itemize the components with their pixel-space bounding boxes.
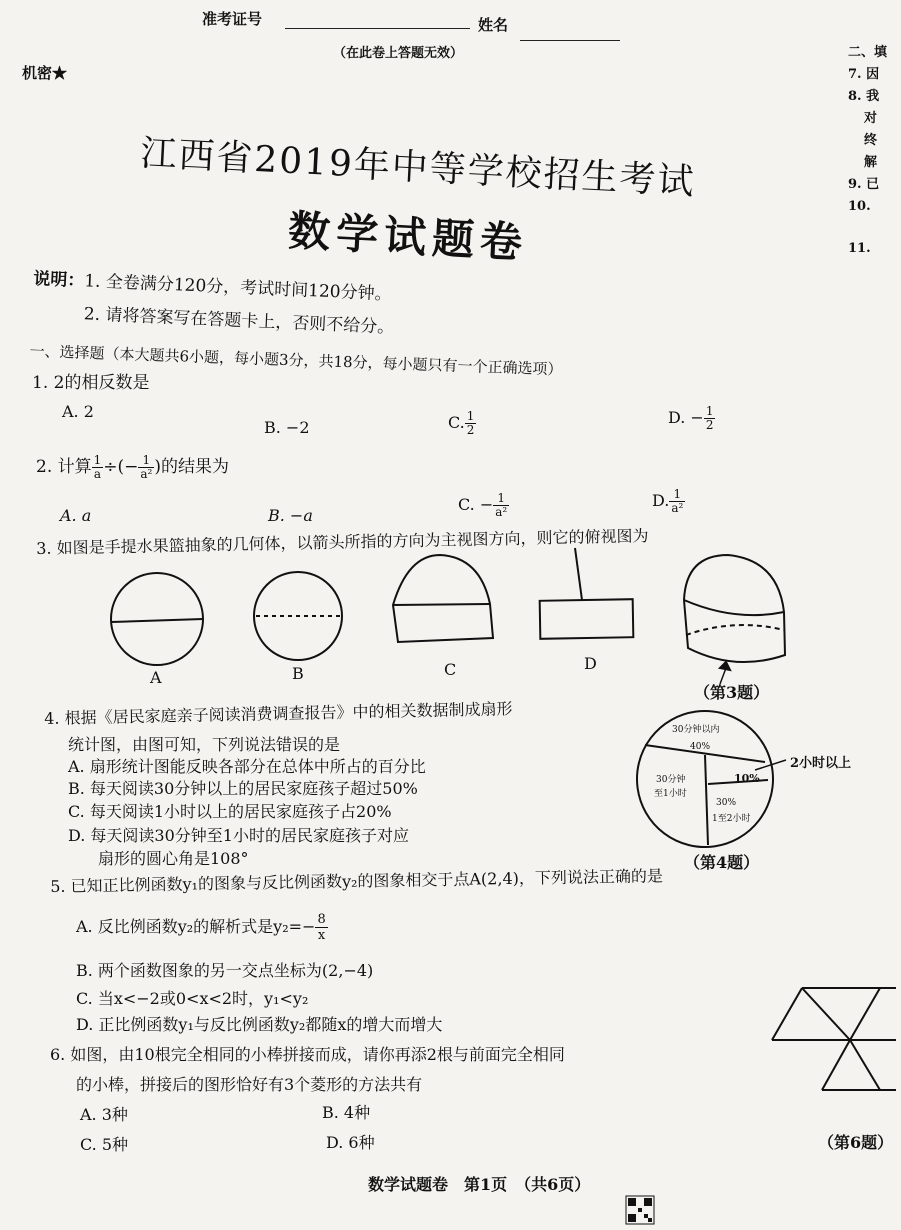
q2-option-c: C. − $\frac{1}{\text{a²}}$	[458, 491, 508, 519]
pie-label-c2: 1至2小时	[712, 814, 751, 824]
q3-label-a: A	[150, 668, 162, 687]
pie-label-a2: 40%	[690, 742, 711, 752]
q4-option-b: B. 每天阅读30分钟以上的居民家庭孩子超过50%	[68, 779, 418, 798]
name-label: 姓名	[478, 16, 509, 34]
q1-option-b: B. −2	[264, 418, 310, 437]
q3-label-c: C	[444, 660, 457, 679]
paper-subtitle: 数学试题卷	[287, 205, 530, 268]
q4-caption: （第4题）	[684, 853, 760, 872]
q3-label-d: D	[584, 654, 597, 673]
pie-label-c1: 30%	[716, 798, 737, 808]
q2-stem: 2. 计算 $\frac{1}{a}$ ÷(− $\frac{1}{\text{a²}}$ )的结果为	[36, 453, 229, 481]
q6-caption: （第6题）	[818, 1133, 894, 1152]
qr-code-icon	[626, 1196, 654, 1224]
section-heading: 一、选择题（本大题共6小题，每小题3分，共18分，每小题只有一个正确选项）	[29, 341, 563, 379]
q4-stem-line1: 4. 根据《居民家庭亲子阅读消费调查报告》中的相关数据制成扇形	[44, 699, 513, 728]
secret-mark: 机密★	[22, 64, 68, 82]
q5-option-b: B. 两个函数图象的另一交点坐标为(2,−4)	[76, 961, 374, 980]
q3-caption: （第3题）	[694, 683, 770, 702]
pie-label-d2: 至1小时	[654, 789, 687, 799]
q2-option-b: B. −a	[268, 506, 313, 525]
q1-option-a: A. 2	[62, 402, 94, 421]
q3-stem: 3. 如图是手提水果篮抽象的几何体，以箭头所指的方向为主视图方向，则它的俯视图为	[36, 526, 649, 558]
q1-stem: 1. 2的相反数是	[32, 373, 150, 393]
q6-option-b: B. 4种	[322, 1103, 371, 1122]
q4-option-a: A. 扇形统计图能反映各部分在总体中所占的百分比	[68, 757, 426, 776]
q3-label-b: B	[292, 664, 304, 683]
page-footer: 数学试题卷 第1页 （共6页）	[368, 1175, 591, 1194]
pie-label-d1: 30分钟	[656, 775, 686, 785]
q5-stem: 5. 已知正比例函数y₁的图象与反比例函数y₂的图象相交于点A(2,4)，下列说法正确的是	[50, 866, 664, 896]
q5-option-c: C. 当x<−2或0<x<2时，y₁<y₂	[76, 989, 309, 1008]
exam-title: 江西省2019年中等学校招生考试	[139, 132, 697, 204]
q4-stem-line2: 统计图，由图可知，下列说法错误的是	[68, 735, 341, 754]
q1-option-c: C. $\frac{1}{2}$	[448, 409, 475, 437]
q2-option-a: A. a	[60, 506, 92, 525]
q4-option-d-line2: 扇形的圆心角是108°	[98, 849, 249, 868]
q4-option-c: C. 每天阅读1小时以上的居民家庭孩子占20%	[68, 802, 392, 821]
pie-label-b: 10%	[734, 772, 760, 785]
answer-invalid-note: （在此卷上答题无效）	[333, 46, 464, 61]
q6-option-a: A. 3种	[80, 1105, 128, 1124]
q5-option-d: D. 正比例函数y₁与反比例函数y₂都随x的增大而增大	[76, 1015, 443, 1034]
pie-callout-label: 2小时以上	[790, 756, 852, 771]
exam-id-label: 准考证号	[202, 10, 263, 28]
q6-option-d: D. 6种	[326, 1133, 375, 1152]
instructions: 说明：1. 全卷满分120分，考试时间120分钟。 2. 请将答案写在答题卡上，否则不给分。	[32, 268, 395, 338]
q4-option-d-line1: D. 每天阅读30分钟至1小时的居民家庭孩子对应	[68, 826, 409, 845]
q2-option-d: D. $\frac{1}{\text{a²}}$	[652, 487, 684, 515]
pie-label-a1: 30分钟以内	[672, 725, 720, 735]
q6-option-c: C. 5种	[80, 1135, 129, 1154]
q1-option-d: D. − $\frac{1}{2}$	[668, 404, 714, 432]
q5-option-a: A. 反比例函数y₂的解析式是y₂=− $\frac{8}{x}$	[76, 912, 326, 943]
q6-stem-line1: 6. 如图，由10根完全相同的小棒拼接而成，请你再添2根与前面完全相同	[50, 1045, 565, 1064]
right-margin-text: 二、填 7. 因 8. 我 对 终 解 9. 已 10. 11.	[848, 45, 888, 256]
q6-stem-line2: 的小棒，拼接后的图形恰好有3个菱形的方法共有	[76, 1075, 423, 1094]
